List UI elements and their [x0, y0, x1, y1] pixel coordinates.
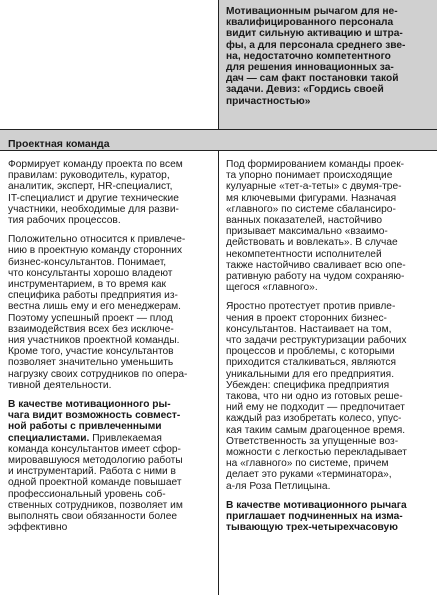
- text-line: для решения инновационных за-: [226, 62, 394, 74]
- text-line: кулуарные «тет-а-теты» с двумя-тре-: [226, 181, 402, 193]
- text-line: ной работы с привлеченными: [8, 421, 162, 433]
- left-paragraph-1: [8, 159, 213, 226]
- vertical-rule-body: [218, 150, 219, 595]
- text-line: IT-специалист и другие технические: [8, 192, 179, 204]
- text-line: Мотивационным рычагом для не-: [226, 6, 398, 17]
- text-line: Кроме того, участие консультантов: [8, 346, 174, 358]
- text-line: причастностью»: [226, 95, 311, 107]
- text-line: В качестве мотивационного ры-: [8, 399, 171, 411]
- text-line: каждый раз изобретать колесо, упус-: [226, 413, 402, 425]
- text-line: В качестве мотивационного рычага: [226, 499, 407, 511]
- text-line: ванных показателей, настойчиво: [226, 215, 383, 227]
- text-line: Положительно относится к привлече-: [8, 234, 186, 246]
- text-line: тывающую трех-четырехчасовую: [226, 522, 398, 534]
- left-paragraph-3: [8, 399, 213, 533]
- text-line: чения в проект сторонних бизнес-: [226, 312, 387, 324]
- text-line: тивной деятельности.: [8, 379, 112, 391]
- bold-fragment: специалистами.: [8, 432, 90, 444]
- left-paragraph-2: [8, 234, 213, 391]
- text-line: команда консультантов имеет сфор-: [8, 443, 181, 455]
- text-line: уникальными для его предприятия.: [226, 368, 395, 380]
- text-line: Ответственность за упущенные воз-: [226, 435, 399, 447]
- text-line: приходится сталкиваться, являются: [226, 357, 397, 369]
- text-line: ния участников проектной команды.: [8, 335, 180, 347]
- text-line: вестна лишь ему и его менеджерам.: [8, 301, 182, 313]
- text-line: ственных сотрудников, позволяет им: [8, 499, 183, 511]
- text-line: можности с легкостью перекладывает: [226, 447, 407, 459]
- text-line: такова, что ни одно из готовых реше-: [226, 391, 403, 403]
- left-column: [8, 159, 213, 534]
- text-line: [8, 433, 213, 444]
- text-line: аналитик, эксперт, HR-специалист,: [8, 181, 173, 193]
- text-line: специфика работы предприятия из-: [8, 290, 178, 302]
- text-line: действовать и вовлекать». В случае: [226, 237, 398, 249]
- text-line: правилам: руководитель, куратор,: [8, 170, 170, 182]
- top-right-text: [226, 6, 432, 107]
- text-line: делает это руками «терминатора»,: [226, 469, 392, 481]
- text-line: кая таким самым драгоценное время.: [226, 424, 406, 436]
- text-line: задачи. Девиз: «Гордись своей: [226, 84, 384, 96]
- text-line: на, недостаточно компетентного: [226, 50, 391, 62]
- text-line: ний ему не подходит — предпочитает: [226, 402, 405, 414]
- right-paragraph-1: [226, 159, 433, 293]
- text-line: Под формированием команды проек-: [226, 159, 405, 170]
- text-line: некомпетентности исполнителей: [226, 248, 382, 260]
- text-line: нагрузку своих сотрудников по опера-: [8, 368, 188, 380]
- text-line: инструментарием, в то время как: [8, 279, 166, 291]
- section-title: Проектная команда: [8, 138, 110, 150]
- text-line: что консультанты хорошо владеют: [8, 267, 173, 279]
- text-line: «главного» по системе сбалансиро-: [226, 203, 396, 215]
- text-line: нию в проектную команду сторонних: [8, 245, 183, 257]
- text-line: Яростно протестует против привле-: [226, 301, 396, 313]
- text-line: чага видит возможность совмест-: [8, 410, 181, 422]
- right-column: [226, 159, 433, 534]
- text-line: мировавшуюся методологию работы: [8, 455, 183, 467]
- text-line: процессов и проблемы, с которыми: [226, 346, 395, 358]
- text-line: Поэтому успешный проект — плод: [8, 312, 173, 324]
- right-paragraph-2: [226, 301, 433, 491]
- text-line: эффективно: [8, 522, 68, 534]
- text-line: а-ля Роза Петлицына.: [226, 480, 331, 492]
- text-line: выполнять свои обязанности более: [8, 511, 178, 523]
- text-line: квалифицированного персонала: [226, 17, 394, 29]
- text-line: также настойчиво сваливает всю опе-: [226, 259, 406, 271]
- text-line: ративную работу на чудом сохраняю-: [226, 271, 405, 283]
- text-line: фы, а для персонала среднего зве-: [226, 39, 406, 51]
- text-line: взаимодействия всех без исключе-: [8, 323, 174, 335]
- text-line: профессиональный уровень соб-: [8, 488, 166, 500]
- text-line: на «главного» по системе, причем: [226, 458, 389, 470]
- text-line: видит сильную активацию и штра-: [226, 28, 403, 40]
- text-line: Убежден: специфика предприятия: [226, 379, 390, 391]
- text-line: дач — сам факт постановки такой: [226, 73, 399, 85]
- text-line: призывает максимально «взаимо-: [226, 226, 388, 238]
- text-line: одной проектной команде повышает: [8, 477, 182, 489]
- text-line: та упорно понимает происходящие: [226, 170, 393, 182]
- text-line: Формирует команду проекта по всем: [8, 159, 183, 170]
- text-line: участники, необходимые для разви-: [8, 203, 179, 215]
- vertical-rule-top: [218, 0, 219, 130]
- text-line: консультантов. Настаивает на том,: [226, 323, 392, 335]
- text-fragment: Привлекаемая: [89, 432, 162, 444]
- text-line: и инструментарий. Работа с ними в: [8, 466, 176, 478]
- text-line: мя ключевыми фигурами. Назначая: [226, 192, 397, 204]
- text-line: что задачи реструктуризации рабочих: [226, 335, 407, 347]
- text-line: приглашает подчиненных на изма-: [226, 511, 403, 523]
- text-line: тия рабочих процессов.: [8, 215, 121, 227]
- right-paragraph-3: [226, 500, 433, 534]
- text-line: щегося «главного».: [226, 282, 318, 294]
- text-line: бизнес-консультантов. Понимает,: [8, 256, 167, 268]
- text-line: позволяет значительно уменьшить: [8, 357, 174, 369]
